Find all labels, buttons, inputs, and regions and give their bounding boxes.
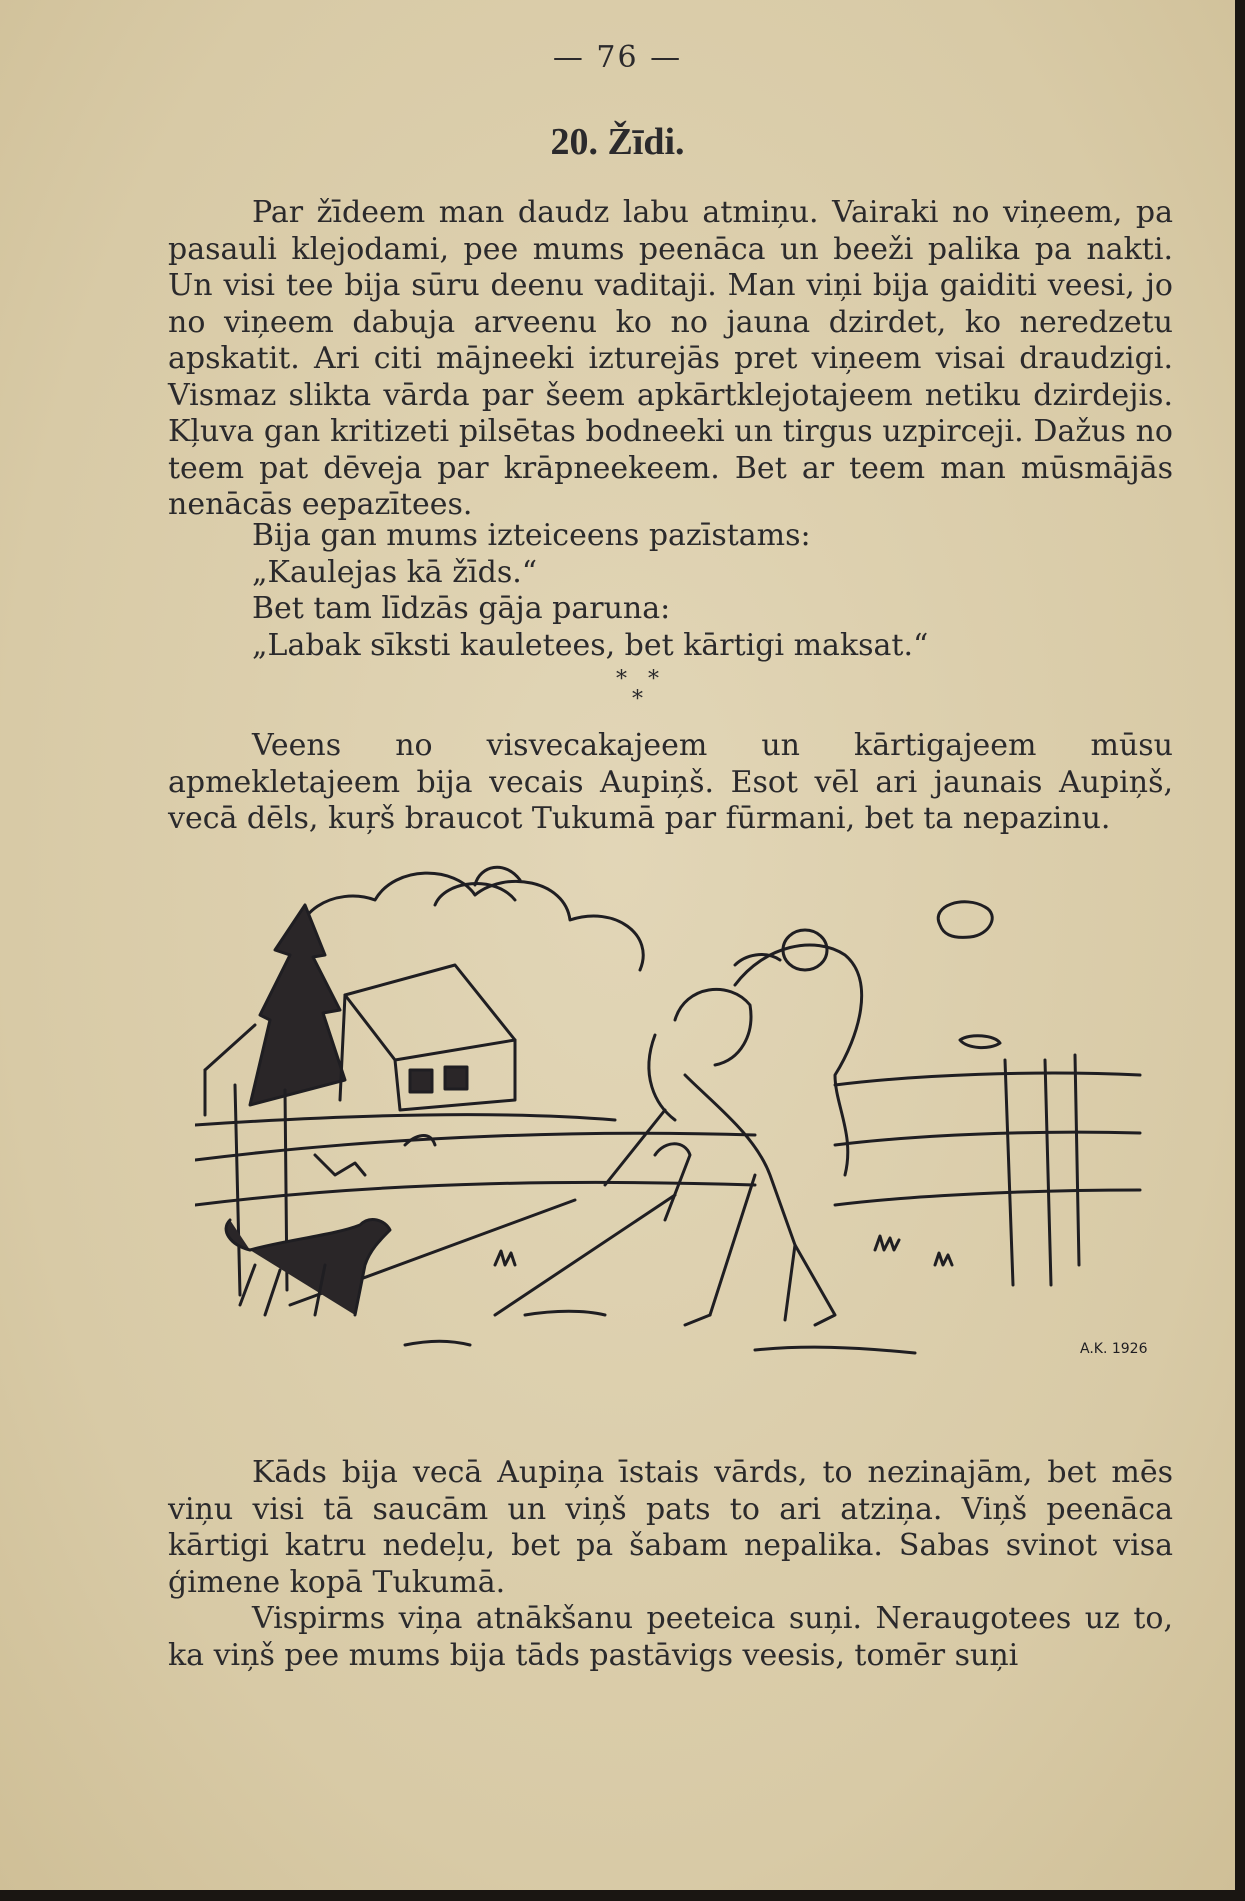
paragraph-name: Kāds bija vecā Aupiņa īstais vārds, to nezinajām, bet mēs viņu visi tā saucām un viņš pats to ari atziņa. Viņš peenāca kārtigi katru nedeļu, bet pa šabam nepalika. Sabas svinot visa ģimene kopā Tukumā. <box>168 1455 1173 1600</box>
chapter-title: 20. Žīdi. <box>550 121 685 163</box>
house-roof <box>345 965 515 1060</box>
separator-top-stars: * * <box>616 667 659 692</box>
paragraph-intro: Par žīdeem man daudz labu atmiņu. Vairaki no viņeem, pa pasauli klejodami, pee mums peenāca un beeži palika pa nakti. Un visi tee bija sūru deenu vaditaji. Man viņi bija gaiditi veesi, jo no viņeem dabuja arveenu ko no jauna dzirdet, ko neredzetu apskatit. Ari citi mājneeki izturejās pret viņeem visai draudzigi. Vismaz slikta vārda par šeem apkārtklejotajeem netiku dzirdejis. Kļuva gan kritizeti pilsētas bodneeki un tirgus uzpirceji. Dažus no teem pat dēveja par krāpneekeem. Bet ar teem man mūsmājās nenācās eepazītees. <box>168 195 1173 522</box>
sayings-block <box>168 518 1173 664</box>
separator-bottom-star: * <box>632 687 643 712</box>
text-block-name <box>168 1455 1173 1674</box>
page-number: — 76 — <box>552 40 683 75</box>
dog-figure <box>226 1220 390 1315</box>
fence-rail <box>195 1133 755 1160</box>
paragraph-dogs: Vispirms viņa atnākšanu peeteica suņi. Neraugotees uz to, ka viņš pee mums bija tāds pastāvigs veesis, tomēr suņi <box>168 1601 1173 1673</box>
saying-quote-1: „Kaulejas kā žīds.“ <box>252 554 538 590</box>
illustration-signature: A.K. 1926 <box>1080 1341 1148 1357</box>
text-block-aupins <box>168 728 1173 838</box>
paragraph-aupins: Veens no visvecakajeem un kārtigajeem mūsu apmekletajeem bija vecais Aupiņš. Esot vēl ari jaunais Aupiņš, vecā dēls, kuŗš braucot Tukumā par fūrmani, bet ta nepazinu. <box>168 728 1173 836</box>
small-cloud <box>938 902 992 938</box>
illustration-peddler <box>195 845 1155 1430</box>
text-block-intro <box>168 195 1173 524</box>
section-separator <box>0 667 1235 712</box>
saying-transition: Bet tam līdzās gāja paruna: <box>252 591 671 626</box>
fir-tree <box>250 905 345 1105</box>
cloud-shape <box>300 873 643 970</box>
saying-quote-2: „Labak sīksti kauletees, bet kārtigi maksat.“ <box>252 627 929 663</box>
peddler-figure <box>675 989 751 1065</box>
saying-intro: Bija gan mums izteiceens pazīstams: <box>252 518 811 553</box>
